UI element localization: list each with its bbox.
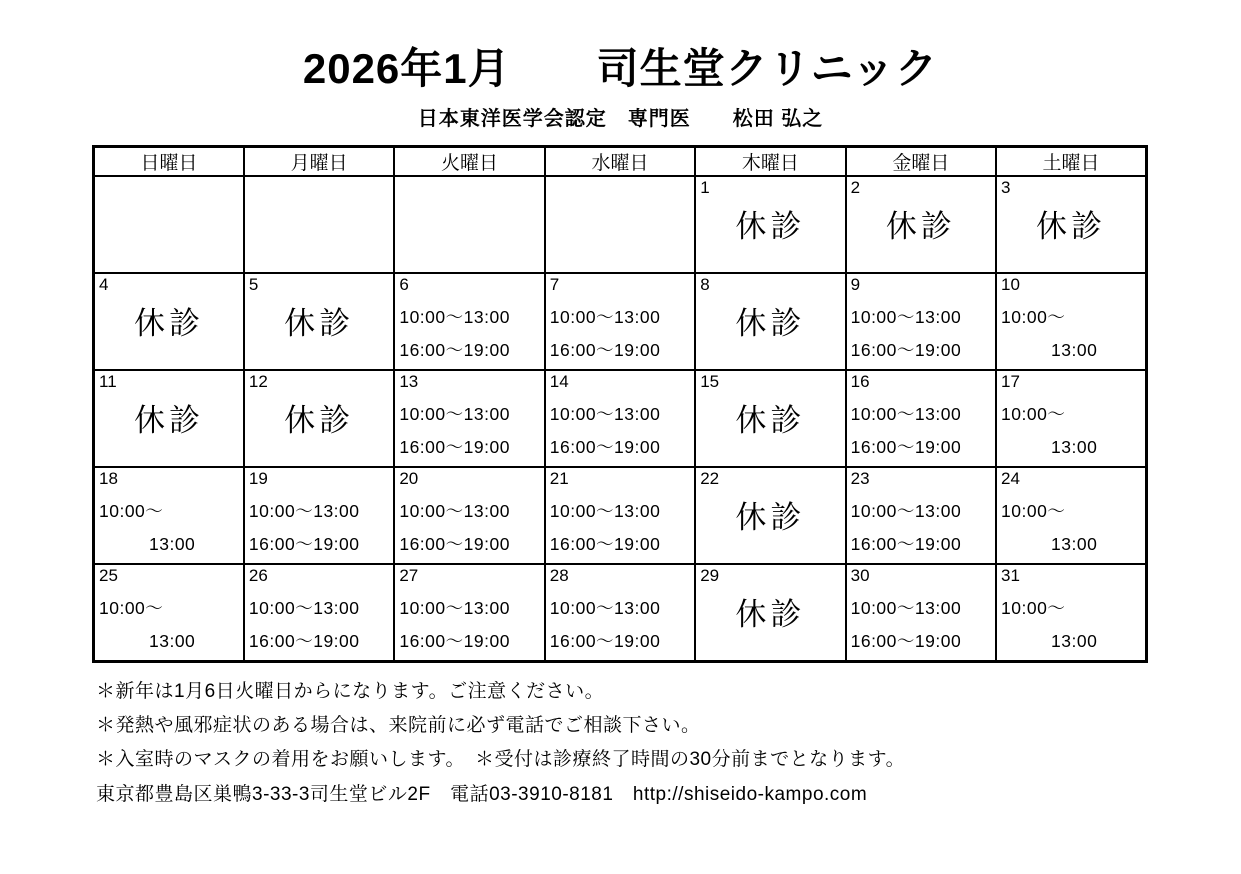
time-lines (399, 301, 541, 367)
note-fever: ＊発熱や風邪症状のある場合は、来院前に必ず電話でご相談下さい。 (96, 714, 701, 736)
weekday-header-saturday: 土曜日 (996, 147, 1146, 177)
time-lines (550, 495, 692, 561)
page-subtitle: 日本東洋医学会認定 専門医 松田 弘之 (417, 108, 824, 131)
day-cell-29 (695, 564, 845, 661)
time-line: 16:00～19:00 (549, 630, 661, 651)
closed-label: 休診 (1036, 209, 1107, 245)
day-cell-8 (695, 273, 845, 370)
time-lines (550, 592, 692, 658)
day-cell-empty (244, 176, 394, 273)
date-number: 22 (700, 469, 720, 489)
time-line: 10:00～13:00 (399, 307, 510, 328)
weekday-header-thursday: 木曜日 (695, 147, 845, 177)
day-cell-3 (996, 176, 1146, 273)
time-line: 13:00 (1051, 534, 1098, 555)
time-lines (249, 592, 391, 658)
time-line: 10:00～13:00 (549, 597, 661, 618)
calendar-week-row (94, 273, 1147, 370)
time-line: 10:00～ (99, 597, 164, 618)
time-line: 10:00～13:00 (850, 307, 962, 328)
time-line: 10:00～13:00 (248, 501, 360, 522)
day-cell-26 (244, 564, 394, 661)
time-line: 16:00～19:00 (549, 437, 661, 458)
day-cell-20 (394, 467, 544, 564)
day-cell-13 (394, 370, 544, 467)
day-cell-14 (545, 370, 695, 467)
date-number: 30 (850, 566, 870, 586)
calendar-body (94, 176, 1147, 661)
date-number: 10 (1001, 275, 1020, 295)
day-cell-16 (846, 370, 996, 467)
time-lines (399, 495, 541, 561)
time-line: 16:00～19:00 (399, 340, 510, 361)
date-number: 15 (700, 372, 720, 392)
date-number: 12 (248, 372, 268, 392)
closed-label: 休診 (735, 403, 806, 439)
time-lines (249, 495, 391, 561)
time-line: 10:00～13:00 (549, 404, 661, 425)
weekday-header-tuesday: 火曜日 (394, 147, 544, 177)
time-lines (550, 301, 692, 367)
day-cell-empty (94, 176, 244, 273)
time-line: 10:00～13:00 (399, 597, 510, 618)
time-lines (1001, 592, 1143, 658)
date-number: 5 (248, 275, 259, 295)
closed-label: 休診 (735, 597, 806, 633)
time-lines (399, 398, 541, 464)
date-number: 7 (549, 275, 560, 295)
time-line: 10:00～13:00 (399, 501, 510, 522)
time-line: 16:00～19:00 (248, 534, 360, 555)
time-lines (399, 592, 541, 658)
day-cell-7 (545, 273, 695, 370)
time-line: 16:00～19:00 (549, 340, 661, 361)
closed-label: 休診 (133, 306, 204, 342)
day-cell-9 (846, 273, 996, 370)
time-line: 16:00～19:00 (399, 630, 510, 651)
date-number: 31 (1001, 566, 1020, 586)
date-number: 28 (549, 566, 569, 586)
weekday-header-sunday: 日曜日 (94, 147, 244, 177)
time-line: 16:00～19:00 (549, 534, 661, 555)
date-number: 9 (850, 275, 861, 295)
calendar-week-row (94, 467, 1147, 564)
calendar-week-row (94, 564, 1147, 661)
day-cell-23 (846, 467, 996, 564)
time-line: 13:00 (149, 534, 196, 555)
day-cell-5 (244, 273, 394, 370)
day-cell-22 (695, 467, 845, 564)
note-mask-reception: ＊入室時のマスクの着用をお願いします。 ＊受付は診療終了時間の30分前までとなります。 (96, 748, 906, 770)
closed-label: 休診 (735, 500, 806, 536)
time-line: 16:00～19:00 (399, 437, 510, 458)
day-cell-25 (94, 564, 244, 661)
time-line: 16:00～19:00 (850, 534, 962, 555)
time-lines (550, 398, 692, 464)
time-line: 16:00～19:00 (850, 437, 962, 458)
time-lines (851, 592, 993, 658)
day-cell-11 (94, 370, 244, 467)
time-lines (99, 495, 241, 561)
closed-label: 休診 (735, 209, 806, 245)
time-line: 16:00～19:00 (850, 630, 962, 651)
time-line: 10:00～13:00 (850, 501, 962, 522)
date-number: 4 (99, 275, 109, 295)
time-line: 10:00～13:00 (549, 307, 661, 328)
time-lines (99, 592, 241, 658)
time-lines (1001, 398, 1143, 464)
time-line: 16:00～19:00 (399, 534, 510, 555)
date-number: 27 (399, 566, 419, 586)
time-lines (851, 398, 993, 464)
date-number: 20 (399, 469, 419, 489)
weekday-header-friday: 金曜日 (846, 147, 996, 177)
time-line: 10:00～13:00 (549, 501, 661, 522)
date-number: 13 (399, 372, 419, 392)
weekday-header-monday: 月曜日 (244, 147, 394, 177)
date-number: 16 (850, 372, 870, 392)
day-cell-31 (996, 564, 1146, 661)
time-lines (1001, 495, 1143, 561)
closed-label: 休診 (735, 306, 806, 342)
day-cell-6 (394, 273, 544, 370)
date-number: 18 (99, 469, 118, 489)
page-title: 2026年1月 司生堂クリニック (302, 45, 939, 92)
time-line: 10:00～13:00 (399, 404, 510, 425)
closed-label: 休診 (885, 209, 956, 245)
time-line: 16:00～19:00 (850, 340, 962, 361)
date-number: 3 (1001, 178, 1011, 198)
day-cell-21 (545, 467, 695, 564)
day-cell-1 (695, 176, 845, 273)
time-line: 10:00～13:00 (850, 404, 962, 425)
time-line: 10:00～ (1001, 307, 1066, 328)
day-cell-19 (244, 467, 394, 564)
time-line: 10:00～ (1001, 501, 1066, 522)
date-number: 11 (99, 372, 117, 392)
date-number: 17 (1001, 372, 1020, 392)
day-cell-4 (94, 273, 244, 370)
time-lines (851, 301, 993, 367)
date-number: 21 (549, 469, 569, 489)
time-line: 13:00 (1051, 340, 1098, 361)
time-lines (1001, 301, 1143, 367)
date-number: 6 (399, 275, 409, 295)
day-cell-17 (996, 370, 1146, 467)
weekday-header-wednesday: 水曜日 (545, 147, 695, 177)
day-cell-27 (394, 564, 544, 661)
date-number: 8 (700, 275, 710, 295)
day-cell-empty (545, 176, 695, 273)
date-number: 24 (1001, 469, 1020, 489)
time-line: 10:00～ (1001, 597, 1066, 618)
date-number: 25 (99, 566, 118, 586)
time-line: 10:00～13:00 (248, 597, 360, 618)
time-line: 10:00～ (1001, 404, 1066, 425)
date-number: 23 (850, 469, 870, 489)
calendar-table (92, 145, 1148, 663)
calendar-week-row (94, 176, 1147, 273)
time-line: 16:00～19:00 (248, 630, 360, 651)
notes-section (96, 675, 1241, 812)
day-cell-15 (695, 370, 845, 467)
date-number: 2 (850, 178, 861, 198)
closed-label: 休診 (133, 403, 204, 439)
address-line: 東京都豊島区巣鴨3-33-3司生堂ビル2F 電話03-3910-8181 http://shiseido-kampo.com (96, 783, 868, 805)
calendar-week-row (94, 370, 1147, 467)
note-new-year: ＊新年は1月6日火曜日からになります。ご注意ください。 (96, 680, 605, 702)
date-number: 26 (248, 566, 268, 586)
date-number: 29 (700, 566, 720, 586)
time-line: 13:00 (149, 630, 196, 651)
time-line: 13:00 (1051, 630, 1098, 651)
date-number: 19 (248, 469, 268, 489)
closed-label: 休診 (284, 403, 355, 439)
day-cell-10 (996, 273, 1146, 370)
time-lines (851, 495, 993, 561)
day-cell-30 (846, 564, 996, 661)
time-line: 13:00 (1051, 437, 1098, 458)
weekday-header-row (94, 147, 1147, 177)
date-number: 1 (700, 178, 710, 198)
time-line: 10:00～ (99, 501, 164, 522)
day-cell-28 (545, 564, 695, 661)
day-cell-empty (394, 176, 544, 273)
closed-label: 休診 (284, 306, 355, 342)
day-cell-18 (94, 467, 244, 564)
time-line: 10:00～13:00 (850, 597, 962, 618)
date-number: 14 (549, 372, 569, 392)
day-cell-24 (996, 467, 1146, 564)
day-cell-12 (244, 370, 394, 467)
day-cell-2 (846, 176, 996, 273)
